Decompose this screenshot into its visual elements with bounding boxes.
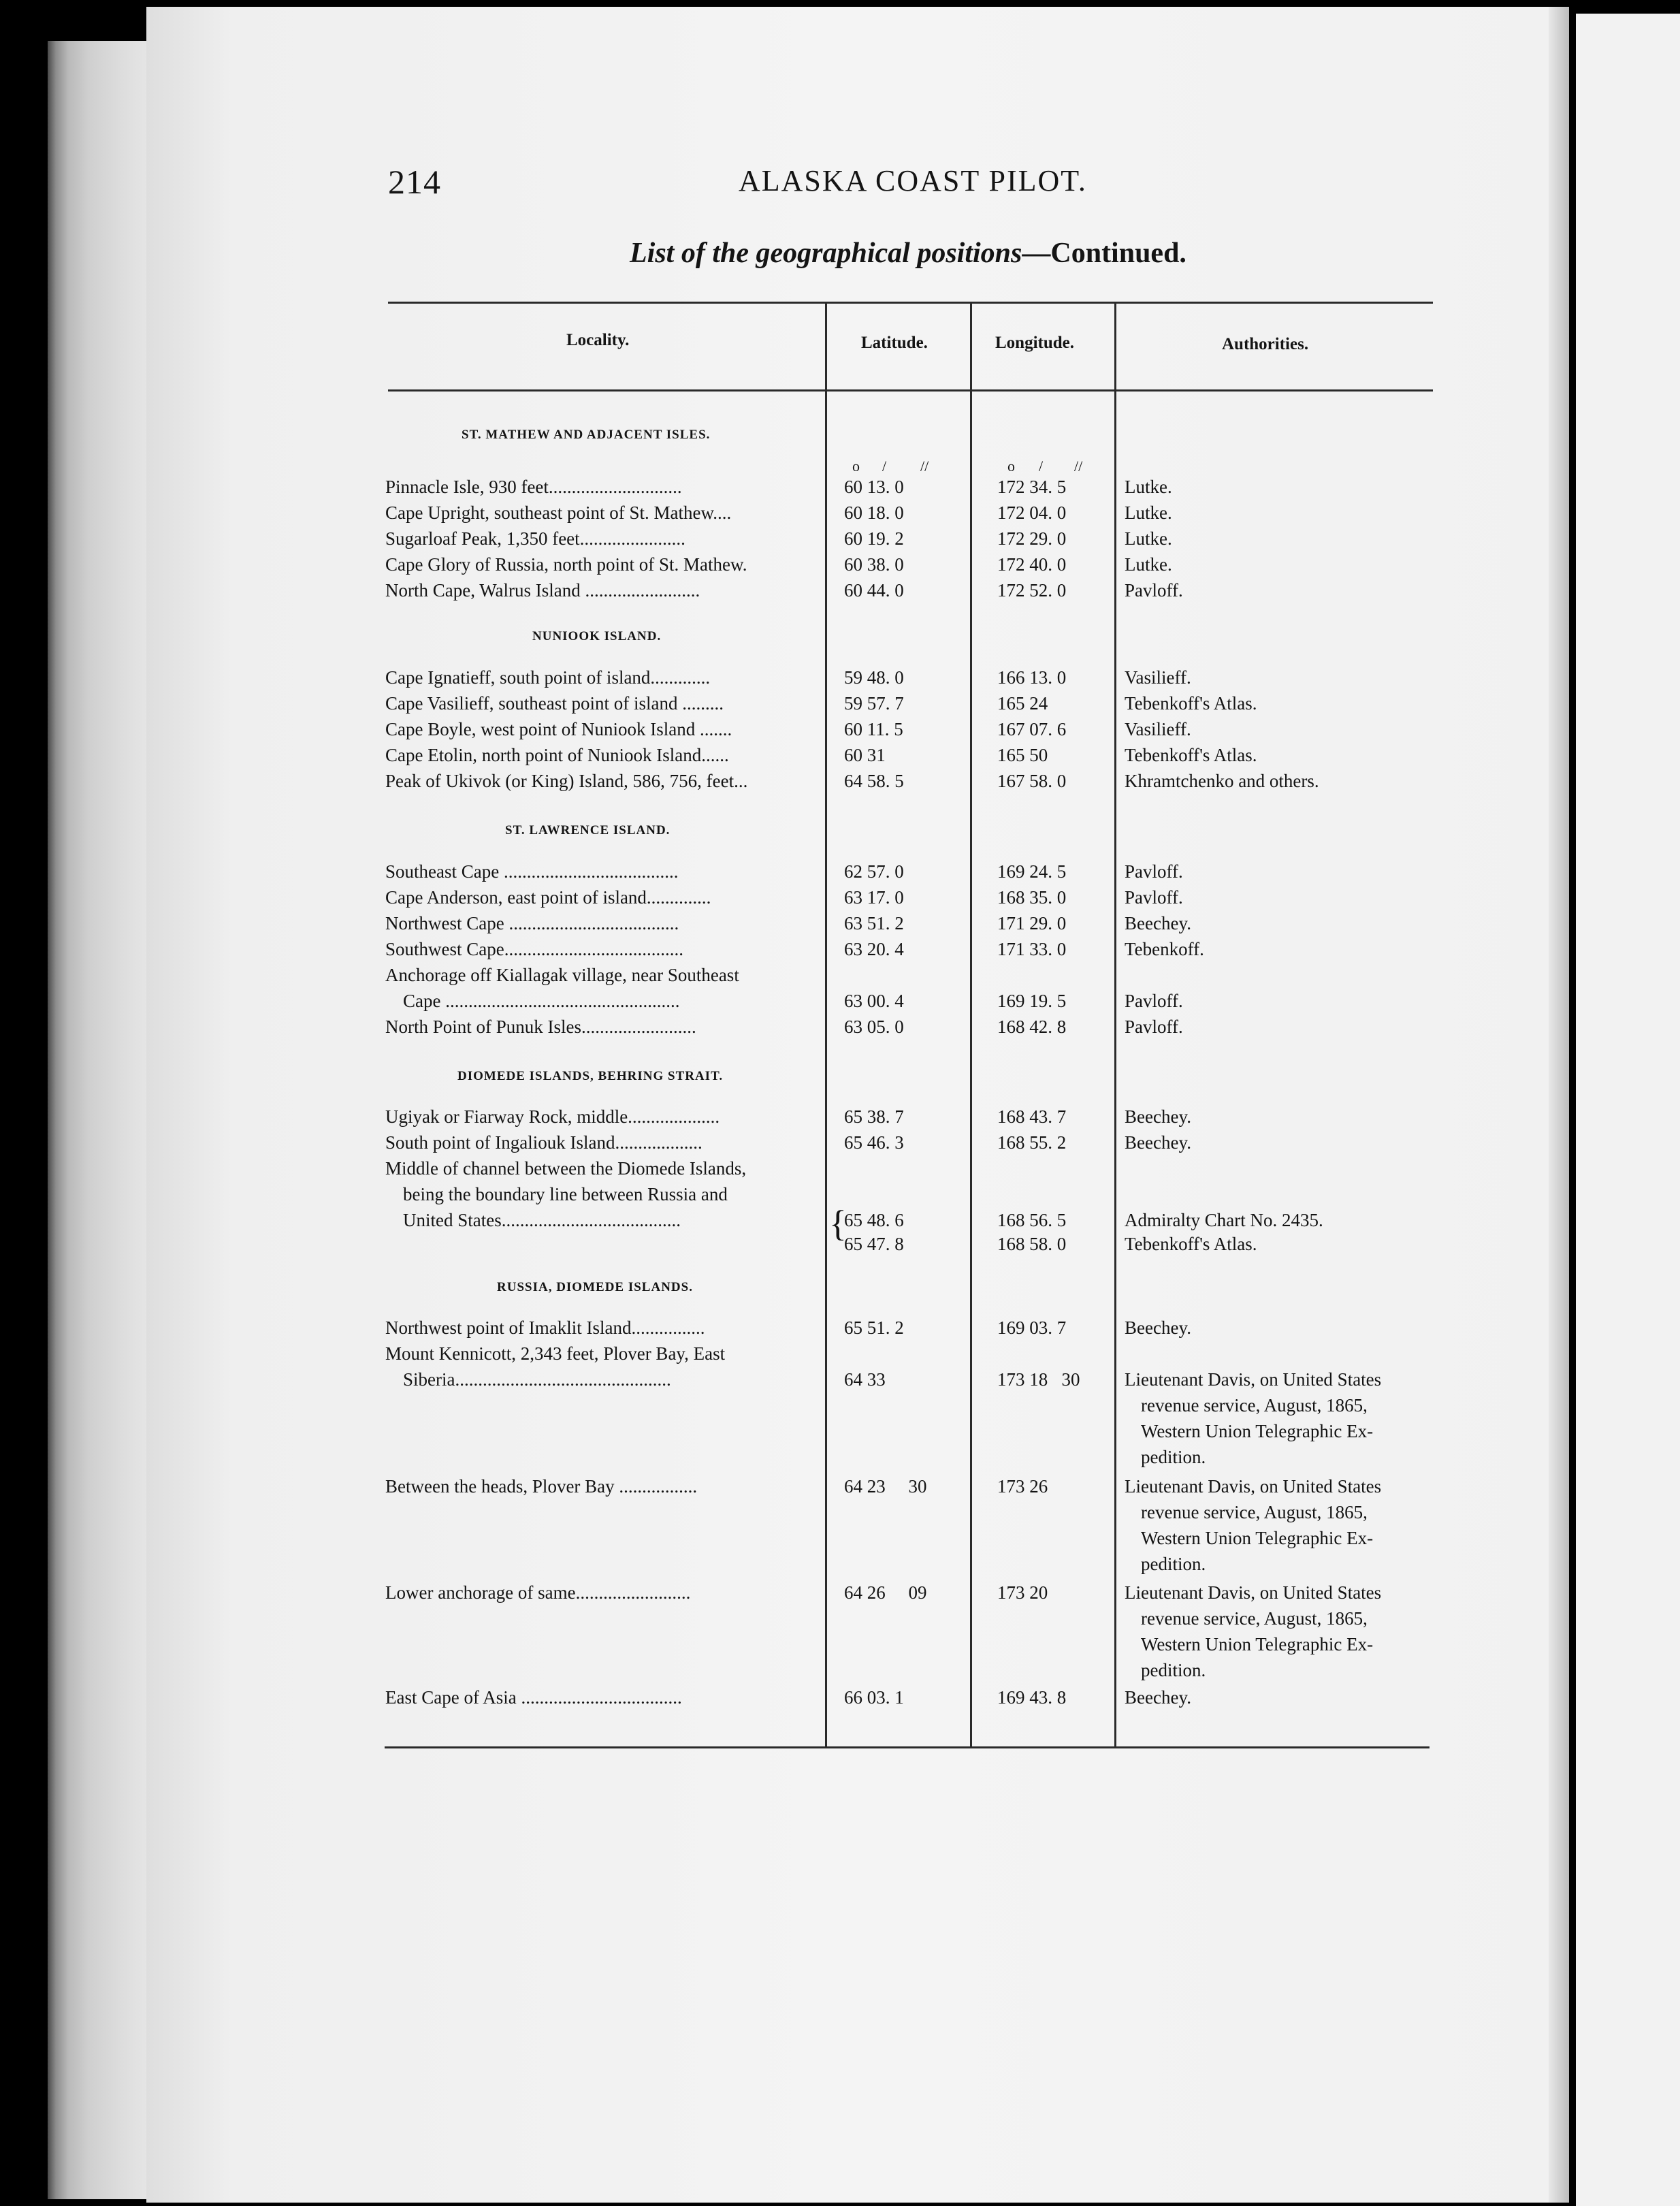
table-row	[0, 861, 1680, 887]
longitude-cell: 169 24. 5	[997, 861, 1067, 882]
longitude-cell: 167 58. 0	[997, 771, 1067, 791]
longitude-cell: 169 19. 5	[997, 991, 1067, 1011]
locality-cell: Cape Boyle, west point of Nuniook Island .......	[385, 719, 732, 739]
locality-cell: Cape ...................................................	[403, 991, 680, 1011]
locality-cell: Sugarloaf Peak, 1,350 feet.......................	[385, 528, 685, 549]
locality-cell: South point of Ingaliouk Island...................	[385, 1132, 702, 1153]
longitude-cell: 169 43. 8	[997, 1687, 1067, 1708]
table-top-rule	[388, 302, 1433, 304]
authority-cell: Pavloff.	[1125, 887, 1183, 908]
authority-cell: Western Union Telegraphic Ex-	[1141, 1528, 1374, 1548]
table-bottom-rule	[385, 1746, 1429, 1748]
authority-cell: Admiralty Chart No. 2435.	[1125, 1210, 1323, 1230]
table-row	[0, 1554, 1680, 1580]
authority-cell: Beechey.	[1125, 1317, 1191, 1338]
section-heading: ST. LAWRENCE ISLAND.	[505, 823, 671, 837]
table-row	[0, 745, 1680, 771]
page-number: 214	[388, 163, 441, 201]
table-row	[0, 477, 1680, 502]
latitude-cell: 64 23 30	[844, 1476, 927, 1497]
table-row	[0, 939, 1680, 965]
locality-cell: Cape Ignatieff, south point of island.............	[385, 667, 711, 688]
authority-cell: Lutke.	[1125, 528, 1172, 549]
locality-cell: Cape Glory of Russia, north point of St. Mathew.	[385, 554, 747, 575]
longitude-cell: 172 34. 5	[997, 477, 1067, 497]
section-heading: DIOMEDE ISLANDS, BEHRING STRAIT.	[457, 1069, 724, 1083]
longitude-cell: 165 24	[997, 693, 1048, 714]
locality-cell: Cape Anderson, east point of island..............	[385, 887, 711, 908]
authority-cell: Pavloff.	[1125, 861, 1183, 882]
locality-cell: Pinnacle Isle, 930 feet.............................	[385, 477, 682, 497]
latitude-cell: 60 38. 0	[844, 554, 904, 575]
authority-cell: Beechey.	[1125, 1106, 1191, 1127]
authority-cell: revenue service, August, 1865,	[1141, 1395, 1368, 1416]
section-heading: ST. MATHEW AND ADJACENT ISLES.	[462, 428, 711, 442]
locality-cell: Siberia...............................................	[403, 1369, 671, 1390]
authority-cell: Beechey.	[1125, 1687, 1191, 1708]
authority-cell: Tebenkoff's Atlas.	[1125, 745, 1257, 765]
locality-cell: North Point of Punuk Isles.........................	[385, 1017, 696, 1037]
authority-cell: Pavloff.	[1125, 1017, 1183, 1037]
longitude-cell: 168 58. 0	[997, 1234, 1067, 1254]
locality-cell: being the boundary line between Russia and	[403, 1184, 728, 1204]
section-heading: RUSSIA, DIOMEDE ISLANDS.	[497, 1280, 693, 1294]
authority-cell: Lieutenant Davis, on United States	[1125, 1476, 1382, 1497]
table-row	[0, 1106, 1680, 1132]
authority-cell: revenue service, August, 1865,	[1141, 1608, 1368, 1629]
table-row	[0, 1017, 1680, 1042]
authority-cell: Tebenkoff's Atlas.	[1125, 693, 1257, 714]
longitude-cell: 166 13. 0	[997, 667, 1067, 688]
latitude-cell: 60 13. 0	[844, 477, 904, 497]
longitude-cell: 168 35. 0	[997, 887, 1067, 908]
longitude-cell: 171 33. 0	[997, 939, 1067, 959]
longitude-cell: 169 03. 7	[997, 1317, 1067, 1338]
caption-continued: —Continued.	[1022, 238, 1186, 269]
longitude-cell: 168 42. 8	[997, 1017, 1067, 1037]
longitude-cell: 172 04. 0	[997, 502, 1067, 523]
longitude-cell: 172 40. 0	[997, 554, 1067, 575]
latitude-cell: 65 46. 3	[844, 1132, 904, 1153]
latitude-cell: 59 48. 0	[844, 667, 904, 688]
brace-symbol: {	[829, 1203, 847, 1244]
authority-cell: Lutke.	[1125, 554, 1172, 575]
header-latitude: Latitude.	[861, 334, 928, 352]
locality-cell: United States.......................................	[403, 1210, 681, 1230]
authority-cell: Vasilieff.	[1125, 719, 1191, 739]
longitude-cell: 173 18 30	[997, 1369, 1080, 1390]
authority-cell: Pavloff.	[1125, 991, 1183, 1011]
authority-cell: Lutke.	[1125, 477, 1172, 497]
latitude-cell: 65 48. 6	[844, 1210, 904, 1230]
table-row	[0, 1158, 1680, 1184]
locality-cell: Cape Upright, southeast point of St. Mathew....	[385, 502, 732, 523]
longitude-cell: 168 56. 5	[997, 1210, 1067, 1230]
table-row	[0, 1660, 1680, 1686]
table-row	[0, 580, 1680, 606]
lat-minute-mark: /	[882, 458, 887, 475]
header-bottom-rule	[388, 389, 1433, 391]
authority-cell: Pavloff.	[1125, 580, 1183, 601]
authority-cell: Western Union Telegraphic Ex-	[1141, 1421, 1374, 1441]
section-heading: NUNIOOK ISLAND.	[532, 629, 662, 643]
authority-cell: Lutke.	[1125, 502, 1172, 523]
table-row	[0, 771, 1680, 797]
table-caption	[630, 237, 1186, 270]
latitude-cell: 65 47. 8	[844, 1234, 904, 1254]
authority-cell: Lieutenant Davis, on United States	[1125, 1582, 1382, 1603]
table-row	[0, 1502, 1680, 1528]
locality-cell: Southwest Cape.......................................	[385, 939, 683, 959]
authority-cell: revenue service, August, 1865,	[1141, 1502, 1368, 1522]
latitude-cell: 63 00. 4	[844, 991, 904, 1011]
latitude-cell: 64 26 09	[844, 1582, 927, 1603]
longitude-cell: 173 26	[997, 1476, 1048, 1497]
latitude-cell: 66 03. 1	[844, 1687, 904, 1708]
caption-italic: List of the geographical positions	[630, 238, 1022, 269]
longitude-cell: 172 52. 0	[997, 580, 1067, 601]
longitude-cell: 167 07. 6	[997, 719, 1067, 739]
table-row	[0, 887, 1680, 913]
latitude-cell: 64 33	[844, 1369, 886, 1390]
locality-cell: Southeast Cape ......................................	[385, 861, 679, 882]
latitude-cell: 63 20. 4	[844, 939, 904, 959]
table-row	[0, 1421, 1680, 1447]
scanned-page	[146, 7, 1569, 2203]
header-longitude: Longitude.	[995, 334, 1075, 352]
latitude-cell: 60 19. 2	[844, 528, 904, 549]
table-row	[0, 1447, 1680, 1473]
table-row	[0, 719, 1680, 745]
locality-cell: Between the heads, Plover Bay .................	[385, 1476, 698, 1497]
locality-cell: Cape Vasilieff, southeast point of island .........	[385, 693, 724, 714]
latitude-cell: 60 31	[844, 745, 886, 765]
table-row	[0, 693, 1680, 719]
lon-degree-mark: o	[1007, 458, 1015, 475]
locality-cell: North Cape, Walrus Island .........................	[385, 580, 700, 601]
locality-cell: Anchorage off Kiallagak village, near Southeast	[385, 965, 739, 985]
longitude-cell: 172 29. 0	[997, 528, 1067, 549]
table-row	[0, 554, 1680, 580]
authority-cell: Vasilieff.	[1125, 667, 1191, 688]
latitude-cell: 64 58. 5	[844, 771, 904, 791]
latitude-cell: 59 57. 7	[844, 693, 904, 714]
locality-cell: Cape Etolin, north point of Nuniook Island......	[385, 745, 729, 765]
latitude-cell: 65 51. 2	[844, 1317, 904, 1338]
authority-cell: Western Union Telegraphic Ex-	[1141, 1634, 1374, 1655]
table-row	[0, 913, 1680, 939]
locality-cell: Peak of Ukivok (or King) Island, 586, 756, feet...	[385, 771, 748, 791]
table-row	[0, 1343, 1680, 1369]
lat-degree-mark: o	[852, 458, 860, 475]
latitude-cell: 60 18. 0	[844, 502, 904, 523]
table-row	[0, 1476, 1680, 1502]
locality-cell: Mount Kennicott, 2,343 feet, Plover Bay, East	[385, 1343, 726, 1364]
locality-cell: Northwest point of Imaklit Island................	[385, 1317, 705, 1338]
authority-cell: pedition.	[1141, 1554, 1206, 1574]
table-row	[0, 965, 1680, 991]
locality-cell: East Cape of Asia ...................................	[385, 1687, 682, 1708]
lon-minute-mark: /	[1039, 458, 1044, 475]
locality-cell: Lower anchorage of same.........................	[385, 1582, 691, 1603]
longitude-cell: 165 50	[997, 745, 1048, 765]
authority-cell: Lieutenant Davis, on United States	[1125, 1369, 1382, 1390]
authority-cell: Beechey.	[1125, 913, 1191, 933]
table-row	[0, 1608, 1680, 1634]
authority-cell: Khramtchenko and others.	[1125, 771, 1319, 791]
latitude-cell: 62 57. 0	[844, 861, 904, 882]
latitude-cell: 63 51. 2	[844, 913, 904, 933]
table-row	[0, 502, 1680, 528]
authority-cell: pedition.	[1141, 1660, 1206, 1680]
lon-second-mark: //	[1074, 458, 1083, 475]
header-authorities: Authorities.	[1222, 335, 1309, 353]
locality-cell: Ugiyak or Fiarway Rock, middle....................	[385, 1106, 720, 1127]
table-row	[0, 667, 1680, 693]
page-gutter	[1549, 7, 1569, 2203]
lat-second-mark: //	[920, 458, 929, 475]
table-row	[0, 1317, 1680, 1343]
table-row	[0, 1687, 1680, 1713]
authority-cell: Tebenkoff.	[1125, 939, 1204, 959]
table-row	[0, 1369, 1680, 1395]
latitude-cell: 60 11. 5	[844, 719, 903, 739]
table-row	[0, 1634, 1680, 1660]
locality-cell: Middle of channel between the Diomede Islands,	[385, 1158, 747, 1179]
longitude-cell: 173 20	[997, 1582, 1048, 1603]
page-header	[388, 162, 1096, 210]
table-row	[0, 1528, 1680, 1554]
header-locality: Locality.	[566, 331, 630, 349]
table-row	[0, 1132, 1680, 1158]
locality-cell: Northwest Cape .....................................	[385, 913, 679, 933]
longitude-cell: 171 29. 0	[997, 913, 1067, 933]
latitude-cell: 63 05. 0	[844, 1017, 904, 1037]
table-row	[0, 1582, 1680, 1608]
longitude-cell: 168 55. 2	[997, 1132, 1067, 1153]
longitude-cell: 168 43. 7	[997, 1106, 1067, 1127]
latitude-cell: 63 17. 0	[844, 887, 904, 908]
authority-cell: Beechey.	[1125, 1132, 1191, 1153]
authority-cell: Tebenkoff's Atlas.	[1125, 1234, 1257, 1254]
table-row	[0, 1395, 1680, 1421]
table-row	[0, 528, 1680, 554]
table-row	[0, 991, 1680, 1017]
latitude-cell: 65 38. 7	[844, 1106, 904, 1127]
authority-cell: pedition.	[1141, 1447, 1206, 1467]
latitude-cell: 60 44. 0	[844, 580, 904, 601]
running-title: ALASKA COAST PILOT.	[739, 164, 1087, 197]
